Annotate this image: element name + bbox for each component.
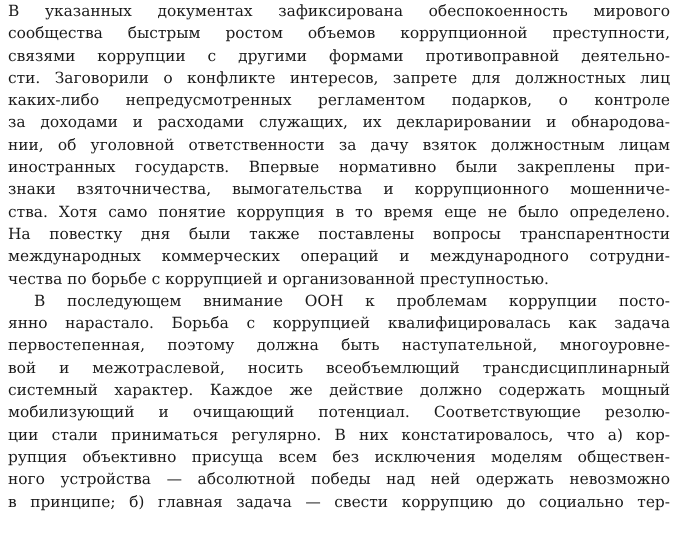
- text-line: мобилизующий и очищающий потенциал. Соответствующие резолю-: [8, 403, 670, 422]
- text-line: в принципе; б) главная задача — свести коррупцию до социально тер-: [8, 492, 670, 511]
- text-line: сти. Заговорили о конфликте интересов, запрете для должностных лиц: [8, 68, 670, 87]
- text-line: янно нарастало. Борьба с коррупцией квалифицировалась как задача: [8, 314, 670, 333]
- text-line: иностранных государств. Впервые нормативно были закреплены при-: [8, 158, 670, 177]
- text-line: международных коммерческих операций и международного сотрудни-: [8, 247, 670, 266]
- text-line: ства. Хотя само понятие коррупция в то время еще не было определено.: [8, 202, 670, 221]
- text-line: На повестку дня были также поставлены вопросы транспарентности: [8, 224, 670, 243]
- paragraph-2: [8, 290, 670, 513]
- text-line: чества по борьбе с коррупцией и организованной преступностью.: [8, 269, 549, 288]
- paragraph-1: [8, 0, 670, 290]
- text-body: [8, 0, 670, 513]
- text-line: связями коррупции с другими формами противоправной деятельно-: [8, 46, 670, 65]
- text-line: каких-либо непредусмотренных регламентом подарков, о контроле: [8, 91, 670, 110]
- text-line: вой и межотраслевой, носить всеобъемлющий трансдисциплинарный: [8, 358, 670, 377]
- text-line: за доходами и расходами служащих, их декларировании и обнародова-: [8, 113, 670, 132]
- text-line: сообщества быстрым ростом объемов коррупционной преступности,: [8, 24, 670, 43]
- text-line: ции стали приниматься регулярно. В них констатировалось, что а) кор-: [8, 425, 670, 444]
- text-line: знаки взяточничества, вымогательства и коррупционного мошенниче-: [8, 180, 670, 199]
- text-line: системный характер. Каждое же действие должно содержать мощный: [8, 381, 670, 400]
- text-line: первостепенная, поэтому должна быть наступательной, многоуровне-: [8, 336, 670, 355]
- text-line: нии, об уголовной ответственности за дачу взяток должностным лицам: [8, 135, 670, 154]
- text-line: В последующем внимание ООН к проблемам коррупции посто-: [34, 291, 670, 310]
- text-line: В указанных документах зафиксирована обеспокоенность мирового: [8, 2, 670, 20]
- text-line: рупция объективно присуща всем без исключения моделям обществен-: [8, 447, 670, 466]
- text-line: ного устройства — абсолютной победы над ней одержать невозможно: [8, 470, 670, 489]
